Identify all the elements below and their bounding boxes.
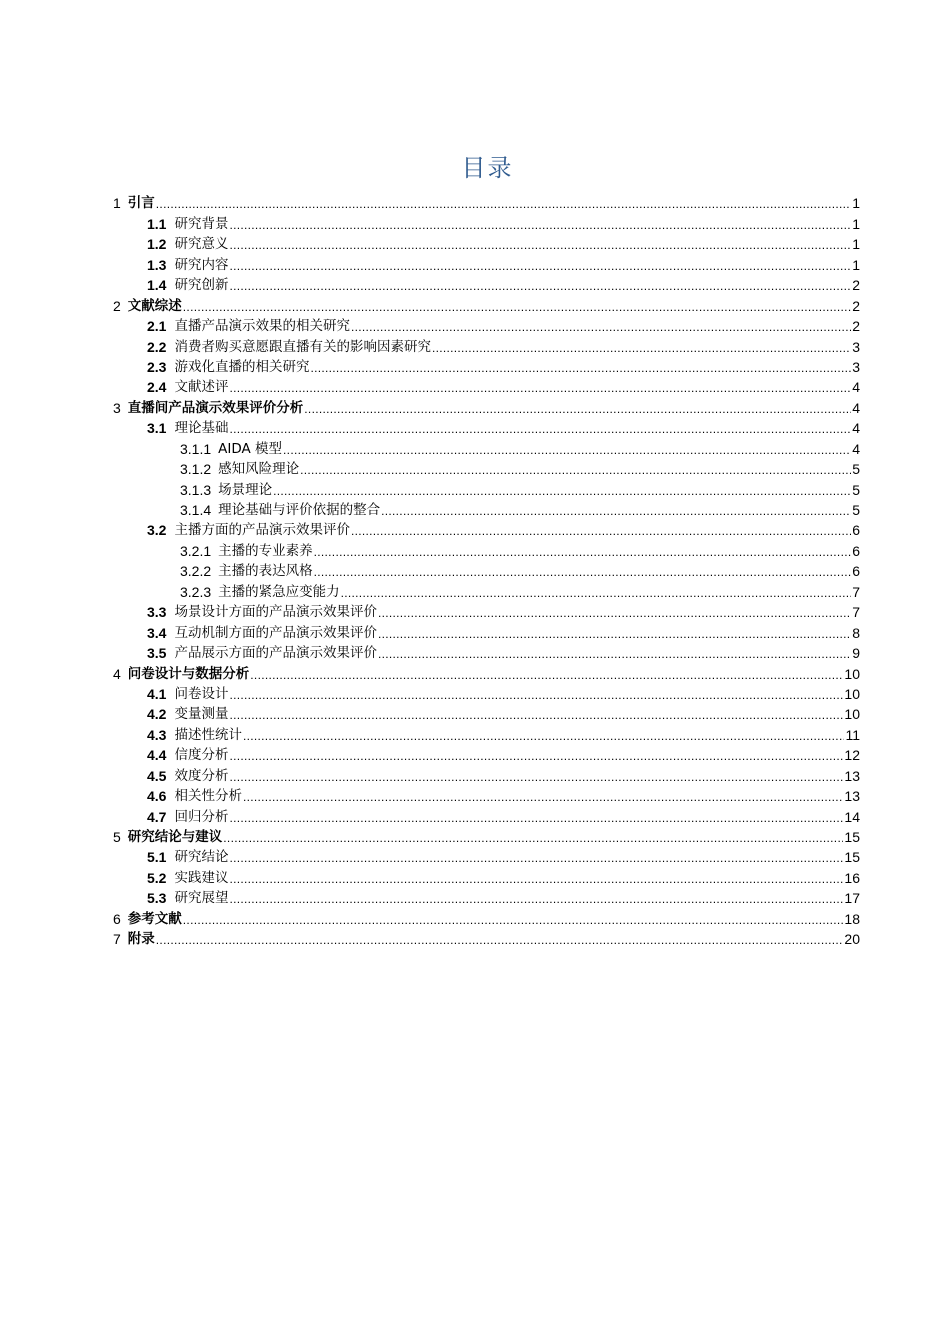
toc-entry[interactable] bbox=[113, 315, 860, 335]
toc-dot-leader bbox=[243, 728, 844, 744]
toc-entry-number: 3.2.1 bbox=[180, 542, 212, 559]
toc-entry-number: 5 bbox=[113, 829, 121, 845]
toc-entry-page-number: 11 bbox=[845, 726, 860, 743]
toc-entry[interactable] bbox=[113, 703, 860, 723]
toc-dot-leader bbox=[229, 278, 851, 294]
toc-dot-leader bbox=[229, 707, 843, 723]
toc-entry[interactable] bbox=[113, 417, 860, 437]
toc-entry[interactable] bbox=[113, 458, 860, 478]
toc-dot-leader bbox=[314, 564, 852, 580]
toc-entry-page-number: 4 bbox=[852, 440, 860, 457]
toc-entry-label: 研究内容 bbox=[174, 256, 229, 273]
toc-entry[interactable] bbox=[113, 744, 860, 764]
toc-dot-leader bbox=[341, 585, 852, 601]
toc-dot-leader bbox=[229, 769, 843, 785]
toc-entry-label: 主播的专业素养 bbox=[218, 542, 313, 559]
toc-entry-number: 5.3 bbox=[147, 890, 167, 907]
toc-entry-page-number: 6 bbox=[852, 522, 860, 539]
toc-entry-label: 直播产品演示效果的相关研究 bbox=[174, 318, 350, 335]
toc-entry-number: 1.1 bbox=[147, 215, 167, 232]
toc-entry-label: AIDA 模型 bbox=[218, 440, 283, 457]
toc-entry-page-number: 20 bbox=[844, 931, 860, 948]
toc-entry-label: 产品展示方面的产品演示效果评价 bbox=[174, 645, 377, 662]
toc-entry[interactable] bbox=[113, 356, 860, 376]
toc-entry-number: 3.1.1 bbox=[180, 440, 212, 457]
toc-entry-number: 3.1.4 bbox=[180, 502, 212, 518]
toc-entry-number: 4.5 bbox=[147, 767, 167, 784]
toc-entry-label: 描述性统计 bbox=[174, 726, 242, 743]
toc-entry[interactable] bbox=[113, 907, 860, 927]
toc-dot-leader bbox=[378, 646, 851, 662]
toc-entry[interactable] bbox=[113, 846, 860, 866]
toc-entry-number: 2.4 bbox=[147, 379, 167, 396]
toc-entry-page-number: 9 bbox=[852, 645, 860, 662]
toc-entry-number: 3.4 bbox=[147, 624, 167, 641]
toc-entry-page-number: 6 bbox=[852, 563, 860, 580]
toc-entry-page-number: 15 bbox=[844, 849, 860, 866]
toc-entry-number: 1.3 bbox=[147, 256, 167, 273]
toc-entry-number: 5.1 bbox=[147, 849, 167, 866]
toc-entry-page-number: 2 bbox=[852, 318, 860, 335]
toc-entry[interactable] bbox=[113, 294, 860, 314]
toc-entry-page-number: 10 bbox=[844, 706, 860, 723]
toc-entry-number: 4.3 bbox=[147, 726, 167, 743]
toc-entry-number: 3.2.3 bbox=[180, 583, 212, 600]
toc-entry-page-number: 4 bbox=[852, 420, 860, 437]
toc-entry-page-number: 12 bbox=[844, 747, 860, 764]
toc-entry[interactable] bbox=[113, 192, 860, 212]
toc-entry-label: 理论基础 bbox=[174, 420, 229, 437]
toc-dot-leader bbox=[156, 196, 851, 212]
toc-dot-leader bbox=[229, 810, 843, 826]
toc-entry[interactable] bbox=[113, 396, 860, 416]
toc-entry[interactable] bbox=[113, 437, 860, 457]
toc-entry-label: 问卷设计与数据分析 bbox=[127, 665, 250, 682]
toc-entry-label: 研究结论与建议 bbox=[127, 829, 223, 845]
toc-entry-page-number: 15 bbox=[844, 829, 860, 845]
toc-entry[interactable] bbox=[113, 805, 860, 825]
toc-entry-label: 消费者购买意愿跟直播有关的影响因素研究 bbox=[174, 338, 431, 355]
toc-dot-leader bbox=[229, 748, 843, 764]
toc-entry-number: 4 bbox=[113, 665, 121, 682]
toc-entry-number: 3.2 bbox=[147, 522, 167, 539]
toc-entry-page-number: 14 bbox=[844, 808, 860, 825]
toc-entry-label: 场景设计方面的产品演示效果评价 bbox=[174, 604, 377, 621]
toc-entry-number: 3.5 bbox=[147, 645, 167, 662]
toc-entry-number: 4.1 bbox=[147, 685, 167, 702]
toc-dot-leader bbox=[229, 871, 843, 887]
toc-entry-page-number: 6 bbox=[852, 542, 860, 559]
toc-entry-page-number: 3 bbox=[852, 338, 860, 355]
toc-dot-leader bbox=[310, 360, 851, 376]
toc-entry-label: 变量测量 bbox=[174, 706, 229, 723]
toc-entry[interactable] bbox=[113, 866, 860, 886]
toc-entry-number: 3.1.3 bbox=[180, 481, 212, 498]
toc-entry-label: 主播方面的产品演示效果评价 bbox=[174, 522, 350, 539]
toc-dot-leader bbox=[183, 912, 844, 928]
toc-dot-leader bbox=[378, 626, 851, 642]
toc-dot-leader bbox=[351, 319, 851, 335]
toc-entry[interactable] bbox=[113, 212, 860, 232]
toc-entry-number: 4.2 bbox=[147, 706, 167, 723]
toc-entry-page-number: 2 bbox=[852, 297, 860, 314]
toc-dot-leader bbox=[229, 217, 851, 233]
toc-entry-page-number: 3 bbox=[852, 358, 860, 375]
toc-dot-leader bbox=[223, 830, 843, 846]
toc-entry-label: 效度分析 bbox=[174, 767, 229, 784]
toc-entry[interactable] bbox=[113, 621, 860, 641]
toc-entry[interactable] bbox=[113, 499, 860, 519]
toc-entry-label: 引言 bbox=[127, 195, 155, 212]
toc-entry-page-number: 1 bbox=[852, 256, 860, 273]
toc-entry-page-number: 8 bbox=[852, 624, 860, 641]
toc-entry-label: 感知风险理论 bbox=[218, 461, 300, 478]
toc-entry-label: 研究意义 bbox=[174, 236, 229, 253]
toc-entry-page-number: 5 bbox=[852, 481, 860, 498]
toc-dot-leader bbox=[229, 237, 851, 253]
toc-dot-leader bbox=[229, 258, 851, 274]
toc-entry-label: 附录 bbox=[127, 931, 155, 948]
toc-entry[interactable] bbox=[113, 539, 860, 559]
toc-entry-page-number: 10 bbox=[844, 665, 860, 682]
toc-entry-page-number: 18 bbox=[844, 910, 860, 927]
toc-entry-number: 3.1 bbox=[147, 420, 167, 437]
toc-entry[interactable] bbox=[113, 274, 860, 294]
toc-entry-page-number: 13 bbox=[844, 767, 860, 784]
toc-entry-label: 实践建议 bbox=[174, 869, 229, 886]
toc-entry[interactable] bbox=[113, 662, 860, 682]
toc-entry[interactable] bbox=[113, 233, 860, 253]
toc-entry[interactable] bbox=[113, 376, 860, 396]
toc-entry-page-number: 2 bbox=[852, 277, 860, 294]
toc-entry-page-number: 7 bbox=[852, 583, 860, 600]
toc-entry-label: 研究创新 bbox=[174, 277, 229, 294]
toc-entry-label: 游戏化直播的相关研究 bbox=[174, 358, 310, 375]
toc-dot-leader bbox=[229, 891, 843, 907]
toc-entry-number: 4.6 bbox=[147, 788, 167, 805]
toc-entry-number: 2.2 bbox=[147, 338, 167, 355]
toc-entry-number: 4.7 bbox=[147, 808, 167, 825]
toc-entry-number: 2.1 bbox=[147, 318, 167, 335]
toc-dot-leader bbox=[250, 667, 843, 683]
toc-entry-number: 1.2 bbox=[147, 236, 167, 253]
toc-entry-page-number: 7 bbox=[852, 604, 860, 621]
toc-entry[interactable] bbox=[113, 580, 860, 600]
toc-entry-page-number: 5 bbox=[852, 461, 860, 478]
toc-entry-page-number: 1 bbox=[852, 236, 860, 253]
toc-entry[interactable] bbox=[113, 519, 860, 539]
toc-entry-number: 2 bbox=[113, 297, 121, 314]
toc-entry[interactable] bbox=[113, 642, 860, 662]
toc-entry-label: 研究背景 bbox=[174, 215, 229, 232]
toc-dot-leader bbox=[229, 687, 843, 703]
toc-dot-leader bbox=[381, 503, 851, 519]
toc-entry[interactable] bbox=[113, 887, 860, 907]
toc-entry-label: 直播间产品演示效果评价分析 bbox=[127, 399, 304, 416]
toc-dot-leader bbox=[314, 544, 852, 560]
toc-entry-number: 7 bbox=[113, 931, 121, 948]
toc-entry-page-number: 4 bbox=[852, 379, 860, 396]
toc-entry-label: 主播的紧急应变能力 bbox=[218, 583, 340, 600]
toc-entry-label: 文献述评 bbox=[174, 379, 229, 396]
toc-entry-label: 研究展望 bbox=[174, 890, 229, 907]
toc-entry-label: 研究结论 bbox=[174, 849, 229, 866]
toc-entry-number: 5.2 bbox=[147, 869, 167, 886]
table-of-contents bbox=[113, 192, 860, 948]
toc-entry-page-number: 1 bbox=[852, 215, 860, 232]
toc-entry[interactable] bbox=[113, 785, 860, 805]
toc-entry-number: 1 bbox=[113, 195, 121, 212]
toc-entry-label: 互动机制方面的产品演示效果评价 bbox=[174, 624, 377, 641]
toc-entry-page-number: 16 bbox=[844, 869, 860, 886]
toc-entry-label: 相关性分析 bbox=[174, 788, 242, 805]
toc-dot-leader bbox=[229, 421, 851, 437]
toc-dot-leader bbox=[273, 483, 851, 499]
toc-dot-leader bbox=[351, 523, 851, 539]
toc-entry-number: 3.2.2 bbox=[180, 563, 212, 580]
toc-entry-page-number: 17 bbox=[844, 890, 860, 907]
toc-dot-leader bbox=[243, 789, 843, 805]
toc-dot-leader bbox=[229, 380, 851, 396]
toc-entry[interactable] bbox=[113, 928, 860, 948]
toc-entry[interactable] bbox=[113, 560, 860, 580]
toc-entry[interactable] bbox=[113, 601, 860, 621]
toc-entry-label: 问卷设计 bbox=[174, 685, 229, 702]
toc-dot-leader bbox=[283, 442, 851, 458]
toc-entry-page-number: 10 bbox=[844, 685, 860, 702]
toc-entry-number: 3 bbox=[113, 399, 121, 416]
toc-title: 目录 bbox=[461, 154, 514, 182]
toc-entry-page-number: 1 bbox=[852, 195, 860, 212]
toc-entry-label: 场景理论 bbox=[218, 481, 273, 498]
toc-entry-label: 文献综述 bbox=[127, 297, 182, 314]
toc-entry-number: 1.4 bbox=[147, 277, 167, 294]
toc-dot-leader bbox=[300, 462, 851, 478]
toc-entry-page-number: 4 bbox=[852, 399, 860, 416]
toc-entry[interactable] bbox=[113, 683, 860, 703]
toc-entry-page-number: 5 bbox=[852, 502, 860, 518]
toc-entry-label: 主播的表达风格 bbox=[218, 563, 313, 580]
toc-dot-leader bbox=[156, 932, 844, 948]
toc-entry-label: 参考文献 bbox=[127, 910, 182, 927]
toc-entry-label: 回归分析 bbox=[174, 808, 229, 825]
toc-entry-page-number: 13 bbox=[844, 788, 860, 805]
toc-dot-leader bbox=[304, 401, 851, 417]
toc-entry-number: 2.3 bbox=[147, 358, 167, 375]
toc-entry[interactable] bbox=[113, 335, 860, 355]
toc-dot-leader bbox=[183, 299, 851, 315]
toc-entry-number: 3.3 bbox=[147, 604, 167, 621]
toc-dot-leader bbox=[229, 850, 843, 866]
toc-entry-number: 3.1.2 bbox=[180, 461, 212, 478]
toc-entry-label: 理论基础与评价依据的整合 bbox=[218, 502, 381, 518]
toc-entry[interactable] bbox=[113, 723, 860, 743]
toc-entry[interactable] bbox=[113, 478, 860, 498]
toc-entry-number: 4.4 bbox=[147, 747, 167, 764]
toc-entry-label: 信度分析 bbox=[174, 747, 229, 764]
toc-dot-leader bbox=[432, 340, 851, 356]
toc-entry[interactable] bbox=[113, 253, 860, 273]
toc-dot-leader bbox=[378, 605, 851, 621]
toc-entry[interactable] bbox=[113, 826, 860, 846]
toc-entry[interactable] bbox=[113, 764, 860, 784]
toc-entry-number: 6 bbox=[113, 910, 121, 927]
